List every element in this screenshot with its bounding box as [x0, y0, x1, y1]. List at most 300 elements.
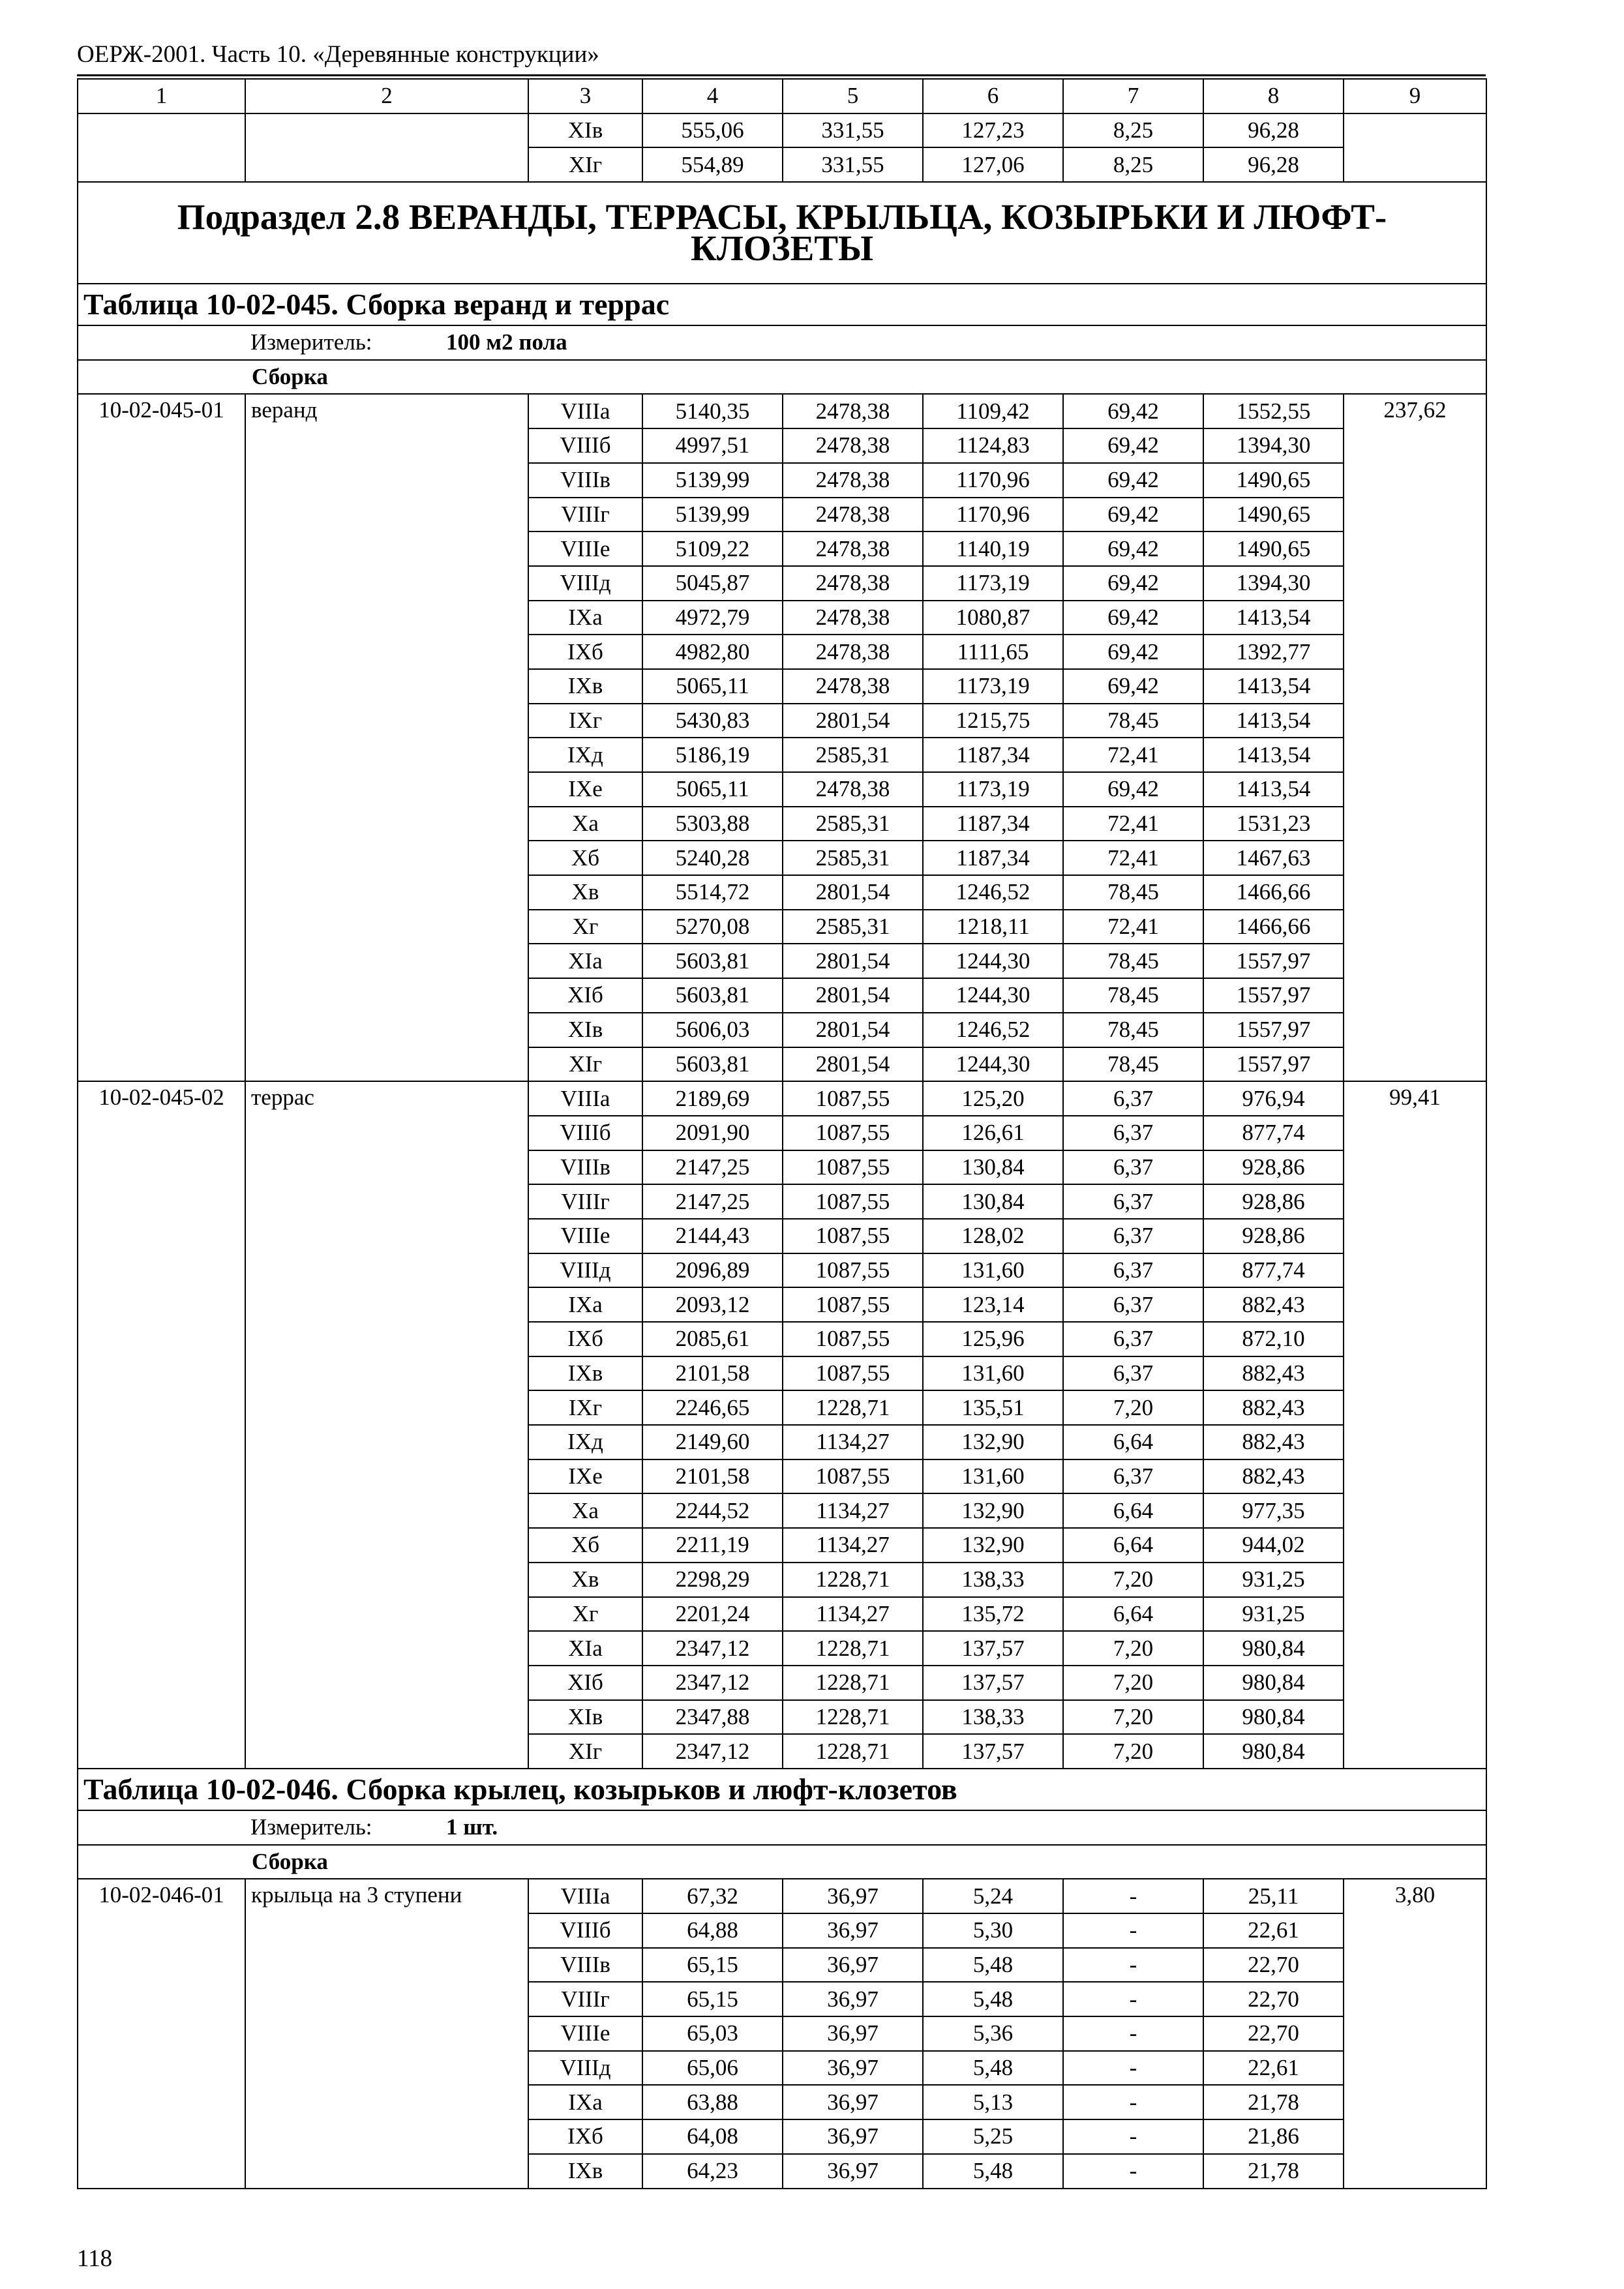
table-title-row [78, 1769, 1486, 1810]
value-cell: 6,37 [1063, 1356, 1203, 1391]
value-cell: 130,84 [923, 1150, 1063, 1185]
value-cell: 21,78 [1203, 2085, 1344, 2119]
value-cell: 5,48 [923, 2051, 1063, 2086]
value-cell: 1170,96 [923, 463, 1063, 498]
value-cell: 2478,38 [783, 463, 923, 498]
value-cell: 1087,55 [783, 1184, 923, 1219]
value-cell: 882,43 [1203, 1287, 1344, 1322]
value-cell: 69,42 [1063, 428, 1203, 463]
value-cell: 69,42 [1063, 669, 1203, 704]
value-cell: 1218,11 [923, 910, 1063, 944]
value-cell: 5606,03 [642, 1013, 783, 1047]
value-cell: 6,64 [1063, 1597, 1203, 1632]
value-cell: 22,70 [1203, 1982, 1344, 2016]
value-cell: 2096,89 [642, 1253, 783, 1288]
zone-cell: VIIIе [528, 2016, 642, 2051]
value-cell: 2478,38 [783, 772, 923, 807]
value-cell: 65,15 [642, 1948, 783, 1982]
column-number: 8 [1203, 79, 1344, 113]
value-cell: 7,20 [1063, 1563, 1203, 1597]
value-cell: 1394,30 [1203, 566, 1344, 601]
value-cell: 131,60 [923, 1253, 1063, 1288]
value-cell: 78,45 [1063, 944, 1203, 978]
zone-cell: IXв [528, 1356, 642, 1391]
unit-label: Измеритель: [250, 329, 372, 355]
value-cell: 331,55 [783, 147, 923, 182]
value-cell: 2347,12 [642, 1631, 783, 1666]
value-cell: 5303,88 [642, 807, 783, 841]
value-cell: 1087,55 [783, 1322, 923, 1356]
value-cell: 1490,65 [1203, 498, 1344, 532]
value-cell: 96,28 [1203, 113, 1344, 148]
value-cell: 1246,52 [923, 1013, 1063, 1047]
column-number: 1 [78, 79, 245, 113]
unit-value: 1 шт. [446, 1814, 498, 1840]
value-cell: 7,20 [1063, 1734, 1203, 1769]
value-cell: 8,25 [1063, 113, 1203, 148]
value-cell: 1173,19 [923, 772, 1063, 807]
value-cell: 1087,55 [783, 1287, 923, 1322]
value-cell: 65,06 [642, 2051, 783, 2086]
value-cell: 2478,38 [783, 566, 923, 601]
value-cell: 1490,65 [1203, 531, 1344, 566]
value-cell: 2347,88 [642, 1700, 783, 1735]
value-cell: 6,37 [1063, 1253, 1203, 1288]
unit-cell [78, 325, 1486, 360]
value-cell: 125,96 [923, 1322, 1063, 1356]
zone-cell: IXе [528, 1459, 642, 1494]
value-cell: 1170,96 [923, 498, 1063, 532]
value-cell: 6,37 [1063, 1322, 1203, 1356]
value-cell: 64,88 [642, 1913, 783, 1948]
value-cell: 5186,19 [642, 738, 783, 772]
value-cell: 2347,12 [642, 1734, 783, 1769]
value-cell: 877,74 [1203, 1116, 1344, 1150]
value-cell: 5,25 [923, 2119, 1063, 2154]
value-cell: 1187,34 [923, 738, 1063, 772]
value-cell: 135,51 [923, 1390, 1063, 1425]
group-cell [78, 1845, 1486, 1879]
value-cell: 1244,30 [923, 944, 1063, 978]
value-cell: 2801,54 [783, 1047, 923, 1082]
table-title: Таблица 10-02-045. Сборка веранд и террас [78, 284, 1486, 325]
column-number: 2 [245, 79, 528, 113]
value-cell: 5430,83 [642, 704, 783, 738]
value-cell: 5603,81 [642, 978, 783, 1013]
zone-cell: XIг [528, 1047, 642, 1082]
table-title-row [78, 284, 1486, 325]
zone-cell: XIв [528, 1013, 642, 1047]
value-cell: 5109,22 [642, 531, 783, 566]
group-label: Сборка [252, 1848, 328, 1874]
value-cell: 1228,71 [783, 1390, 923, 1425]
zone-cell: IXг [528, 1390, 642, 1425]
col9-cell: 237,62 [1344, 394, 1486, 1081]
zone-cell: VIIIв [528, 463, 642, 498]
value-cell: 1413,54 [1203, 704, 1344, 738]
value-cell: 1087,55 [783, 1219, 923, 1253]
value-cell: 4972,79 [642, 601, 783, 635]
value-cell: 1215,75 [923, 704, 1063, 738]
value-cell: 1087,55 [783, 1253, 923, 1288]
value-cell: 22,70 [1203, 2016, 1344, 2051]
value-cell: 2201,24 [642, 1597, 783, 1632]
value-cell: 78,45 [1063, 1047, 1203, 1082]
value-cell: 5065,11 [642, 669, 783, 704]
zone-cell: XIа [528, 944, 642, 978]
value-cell: 1228,71 [783, 1666, 923, 1700]
value-cell: 126,61 [923, 1116, 1063, 1150]
value-cell: 5270,08 [642, 910, 783, 944]
value-cell: 6,37 [1063, 1081, 1203, 1116]
value-cell: - [1063, 1982, 1203, 2016]
value-cell: 2478,38 [783, 635, 923, 669]
value-cell: 944,02 [1203, 1528, 1344, 1563]
column-number: 5 [783, 79, 923, 113]
value-cell: 6,37 [1063, 1184, 1203, 1219]
value-cell: 69,42 [1063, 635, 1203, 669]
value-cell: 2144,43 [642, 1219, 783, 1253]
value-cell: 130,84 [923, 1184, 1063, 1219]
code-cell: 10-02-045-01 [78, 394, 245, 1081]
zone-cell: IXб [528, 635, 642, 669]
code-cell: 10-02-046-01 [78, 1879, 245, 2188]
value-cell: 138,33 [923, 1563, 1063, 1597]
value-cell: 36,97 [783, 1879, 923, 1913]
value-cell: 2801,54 [783, 875, 923, 910]
value-cell: 2585,31 [783, 841, 923, 875]
value-cell: 555,06 [642, 113, 783, 148]
value-cell: 1087,55 [783, 1459, 923, 1494]
zone-cell: VIIIг [528, 1184, 642, 1219]
value-cell: 931,25 [1203, 1597, 1344, 1632]
value-cell: 22,61 [1203, 2051, 1344, 2086]
value-cell: 21,86 [1203, 2119, 1344, 2154]
value-cell: 980,84 [1203, 1700, 1344, 1735]
value-cell: 2478,38 [783, 531, 923, 566]
group-cell [78, 360, 1486, 395]
value-cell: 132,90 [923, 1425, 1063, 1459]
zone-cell: IXа [528, 601, 642, 635]
value-cell: 1228,71 [783, 1631, 923, 1666]
value-cell: 1552,55 [1203, 394, 1344, 428]
value-cell: 1134,27 [783, 1528, 923, 1563]
value-cell: 1087,55 [783, 1150, 923, 1185]
value-cell: 78,45 [1063, 704, 1203, 738]
col9-cell: 3,80 [1344, 1879, 1486, 2188]
value-cell: - [1063, 2154, 1203, 2189]
value-cell: 6,64 [1063, 1493, 1203, 1528]
value-cell: 5603,81 [642, 1047, 783, 1082]
value-cell: 2101,58 [642, 1356, 783, 1391]
value-cell: 7,20 [1063, 1390, 1203, 1425]
value-cell: 1124,83 [923, 428, 1063, 463]
value-cell: 4997,51 [642, 428, 783, 463]
column-number: 4 [642, 79, 783, 113]
zone-cell: XIа [528, 1631, 642, 1666]
code-cell: 10-02-045-02 [78, 1081, 245, 1769]
value-cell: 125,20 [923, 1081, 1063, 1116]
value-cell: 1557,97 [1203, 1047, 1344, 1082]
value-cell: 931,25 [1203, 1563, 1344, 1597]
zone-cell: IXа [528, 2085, 642, 2119]
value-cell: 554,89 [642, 147, 783, 182]
value-cell: 1187,34 [923, 841, 1063, 875]
value-cell: 2085,61 [642, 1322, 783, 1356]
value-cell: 872,10 [1203, 1322, 1344, 1356]
value-cell: 2585,31 [783, 910, 923, 944]
value-cell: 128,02 [923, 1219, 1063, 1253]
value-cell: 2149,60 [642, 1425, 783, 1459]
zone-cell: XIб [528, 1666, 642, 1700]
value-cell: 65,15 [642, 1982, 783, 2016]
group-row [78, 1845, 1486, 1879]
value-cell: 72,41 [1063, 807, 1203, 841]
value-cell: 1087,55 [783, 1081, 923, 1116]
value-cell: 1413,54 [1203, 669, 1344, 704]
unit-label: Измеритель: [250, 1814, 372, 1840]
value-cell: 69,42 [1063, 772, 1203, 807]
code-cell-empty [78, 113, 245, 182]
value-cell: 980,84 [1203, 1734, 1344, 1769]
value-cell: 22,61 [1203, 1913, 1344, 1948]
zone-cell: Xв [528, 875, 642, 910]
column-number: 7 [1063, 79, 1203, 113]
value-cell: 1394,30 [1203, 428, 1344, 463]
value-cell: 1111,65 [923, 635, 1063, 669]
value-cell: 69,42 [1063, 394, 1203, 428]
zone-cell: XIб [528, 978, 642, 1013]
zone-cell: Xв [528, 1563, 642, 1597]
value-cell: 6,37 [1063, 1459, 1203, 1494]
value-cell: 2091,90 [642, 1116, 783, 1150]
value-cell: 67,32 [642, 1879, 783, 1913]
zone-cell: Xа [528, 1493, 642, 1528]
value-cell: 5,48 [923, 1948, 1063, 1982]
name-cell-empty [245, 113, 528, 182]
value-cell: 2093,12 [642, 1287, 783, 1322]
value-cell: 5,48 [923, 2154, 1063, 2189]
zone-cell: VIIIб [528, 1116, 642, 1150]
zone-cell: VIIIг [528, 498, 642, 532]
value-cell: 7,20 [1063, 1666, 1203, 1700]
zone-cell: IXв [528, 669, 642, 704]
value-cell: 331,55 [783, 113, 923, 148]
value-cell: 1228,71 [783, 1734, 923, 1769]
value-cell: 72,41 [1063, 910, 1203, 944]
value-cell: 977,35 [1203, 1493, 1344, 1528]
value-cell: 5139,99 [642, 463, 783, 498]
value-cell: 78,45 [1063, 978, 1203, 1013]
value-cell: 877,74 [1203, 1253, 1344, 1288]
value-cell: 131,60 [923, 1356, 1063, 1391]
value-cell: - [1063, 1879, 1203, 1913]
value-cell: 36,97 [783, 2154, 923, 2189]
value-cell: 1080,87 [923, 601, 1063, 635]
value-cell: 72,41 [1063, 841, 1203, 875]
zone-cell: VIIIд [528, 1253, 642, 1288]
unit-row [78, 325, 1486, 360]
value-cell: 2478,38 [783, 669, 923, 704]
value-cell: 928,86 [1203, 1219, 1344, 1253]
zone-cell: XIг [528, 147, 642, 182]
value-cell: 2101,58 [642, 1459, 783, 1494]
value-cell: - [1063, 2119, 1203, 2154]
column-number: 9 [1344, 79, 1486, 113]
value-cell: 36,97 [783, 1913, 923, 1948]
group-row [78, 360, 1486, 395]
value-cell: 2801,54 [783, 944, 923, 978]
value-cell: 1244,30 [923, 1047, 1063, 1082]
value-cell: 1466,66 [1203, 910, 1344, 944]
zone-cell: VIIIб [528, 428, 642, 463]
value-cell: 2478,38 [783, 601, 923, 635]
value-cell: 1134,27 [783, 1493, 923, 1528]
column-number: 3 [528, 79, 642, 113]
value-cell: 1109,42 [923, 394, 1063, 428]
zone-cell: IXд [528, 738, 642, 772]
zone-cell: Xб [528, 841, 642, 875]
value-cell: 1087,55 [783, 1116, 923, 1150]
value-cell: 882,43 [1203, 1459, 1344, 1494]
table-title: Таблица 10-02-046. Сборка крылец, козырьков и люфт-клозетов [78, 1769, 1486, 1810]
value-cell: 1413,54 [1203, 601, 1344, 635]
value-cell: 132,90 [923, 1528, 1063, 1563]
name-cell: террас [245, 1081, 528, 1769]
zone-cell: Xг [528, 910, 642, 944]
value-cell: 5045,87 [642, 566, 783, 601]
zone-cell: Xа [528, 807, 642, 841]
value-cell: 69,42 [1063, 463, 1203, 498]
value-cell: 36,97 [783, 2051, 923, 2086]
table-row [78, 1879, 1486, 1913]
zone-cell: Xг [528, 1597, 642, 1632]
value-cell: 5240,28 [642, 841, 783, 875]
zone-cell: XIг [528, 1734, 642, 1769]
value-cell: 1557,97 [1203, 978, 1344, 1013]
value-cell: 64,23 [642, 2154, 783, 2189]
value-cell: 2298,29 [642, 1563, 783, 1597]
value-cell: 2801,54 [783, 704, 923, 738]
value-cell: 1467,63 [1203, 841, 1344, 875]
unit-row [78, 1810, 1486, 1845]
value-cell: 2147,25 [642, 1184, 783, 1219]
zone-cell: VIIIб [528, 1913, 642, 1948]
value-cell: 1140,19 [923, 531, 1063, 566]
value-cell: 1531,23 [1203, 807, 1344, 841]
value-cell: 980,84 [1203, 1631, 1344, 1666]
value-cell: 6,37 [1063, 1219, 1203, 1253]
page-number: 118 [77, 2245, 113, 2272]
value-cell: 882,43 [1203, 1390, 1344, 1425]
value-cell: 8,25 [1063, 147, 1203, 182]
value-cell: - [1063, 2085, 1203, 2119]
value-cell: 5514,72 [642, 875, 783, 910]
value-cell: 6,37 [1063, 1150, 1203, 1185]
col9-cell-empty [1344, 113, 1486, 182]
value-cell: 5,13 [923, 2085, 1063, 2119]
value-cell: 137,57 [923, 1666, 1063, 1700]
value-cell: 64,08 [642, 2119, 783, 2154]
value-cell: 137,57 [923, 1631, 1063, 1666]
value-cell: 5140,35 [642, 394, 783, 428]
value-cell: 131,60 [923, 1459, 1063, 1494]
value-cell: 96,28 [1203, 147, 1344, 182]
value-cell: 928,86 [1203, 1184, 1344, 1219]
value-cell: - [1063, 1948, 1203, 1982]
value-cell: 36,97 [783, 2016, 923, 2051]
value-cell: 2478,38 [783, 498, 923, 532]
value-cell: 5,30 [923, 1913, 1063, 1948]
value-cell: 138,33 [923, 1700, 1063, 1735]
zone-cell: IXд [528, 1425, 642, 1459]
table-row [78, 1081, 1486, 1116]
value-cell: 2244,52 [642, 1493, 783, 1528]
value-cell: 1413,54 [1203, 772, 1344, 807]
value-cell: 7,20 [1063, 1631, 1203, 1666]
value-cell: 2147,25 [642, 1150, 783, 1185]
zone-cell: IXа [528, 1287, 642, 1322]
value-cell: 2478,38 [783, 428, 923, 463]
value-cell: 5603,81 [642, 944, 783, 978]
value-cell: 1087,55 [783, 1356, 923, 1391]
value-cell: 5,48 [923, 1982, 1063, 2016]
value-cell: 36,97 [783, 1948, 923, 1982]
value-cell: 7,20 [1063, 1700, 1203, 1735]
value-cell: 22,70 [1203, 1948, 1344, 1982]
column-number-row [78, 79, 1486, 113]
zone-cell: VIIIа [528, 1081, 642, 1116]
value-cell: 135,72 [923, 1597, 1063, 1632]
zone-cell: Xб [528, 1528, 642, 1563]
value-cell: 1173,19 [923, 566, 1063, 601]
value-cell: 78,45 [1063, 875, 1203, 910]
value-cell: 5139,99 [642, 498, 783, 532]
value-cell: 132,90 [923, 1493, 1063, 1528]
zone-cell: IXг [528, 704, 642, 738]
value-cell: 127,23 [923, 113, 1063, 148]
value-cell: 69,42 [1063, 566, 1203, 601]
value-cell: 63,88 [642, 2085, 783, 2119]
zone-cell: VIIIг [528, 1982, 642, 2016]
value-cell: 1490,65 [1203, 463, 1344, 498]
value-cell: 1187,34 [923, 807, 1063, 841]
value-cell: 6,37 [1063, 1116, 1203, 1150]
subsection-title: Подраздел 2.8 ВЕРАНДЫ, ТЕРРАСЫ, КРЫЛЬЦА, КОЗЫРЬКИ И ЛЮФТ-КЛОЗЕТЫ [78, 182, 1486, 284]
value-cell: 2585,31 [783, 807, 923, 841]
value-cell: 69,42 [1063, 601, 1203, 635]
value-cell: 2585,31 [783, 738, 923, 772]
value-cell: 72,41 [1063, 738, 1203, 772]
zone-cell: VIIIд [528, 566, 642, 601]
value-cell: 2246,65 [642, 1390, 783, 1425]
value-cell: 36,97 [783, 1982, 923, 2016]
subsection-row [78, 182, 1486, 284]
value-cell: 1466,66 [1203, 875, 1344, 910]
zone-cell: VIIIд [528, 2051, 642, 2086]
value-cell: 2801,54 [783, 978, 923, 1013]
value-cell: 1134,27 [783, 1425, 923, 1459]
value-cell: 6,64 [1063, 1528, 1203, 1563]
value-cell: 2211,19 [642, 1528, 783, 1563]
value-cell: - [1063, 2051, 1203, 2086]
value-cell: 5065,11 [642, 772, 783, 807]
zone-cell: XIв [528, 113, 642, 148]
value-cell: 127,06 [923, 147, 1063, 182]
zone-cell: VIIIе [528, 531, 642, 566]
value-cell: 69,42 [1063, 498, 1203, 532]
zone-cell: IXб [528, 1322, 642, 1356]
